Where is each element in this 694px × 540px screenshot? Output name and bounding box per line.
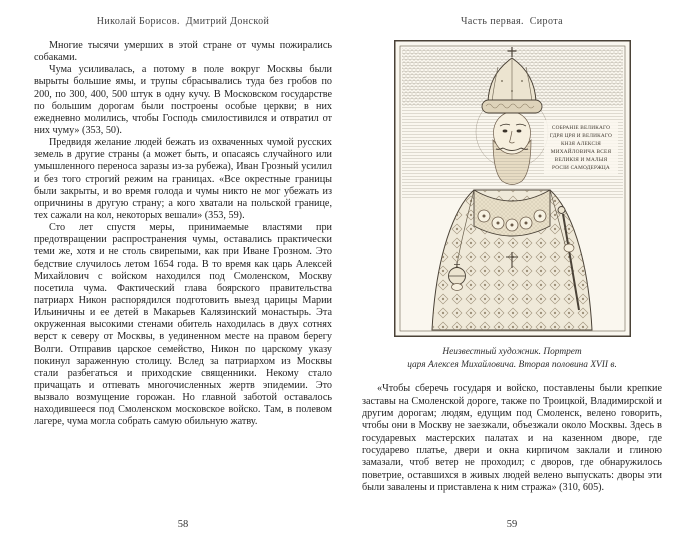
paragraph-right-1: «Чтобы сберечь государя и войско, поставлены были крепкие заставы на Смоленской дороге, также по Троицкой, Владимирской и другим дорогам; людям, едущим под Смоленск, велено говорить, чтобы они в Москву не заезжали, объезжали около Москвы. Здесь в государевых мастерских палатах и на казенном дворе, где государево платье, двери и окна кирпичом заклали и глиною замазали, чтоб ветер не проходил; с дворов, где обнаружилось поветрие, оставшихся в живых людей велено выпускать: дворы эти были завалены и приставлена к ним стража» (310, 605). <box>362 383 662 494</box>
portrait-figure <box>394 40 631 372</box>
left-body-text <box>34 40 332 429</box>
right-running-head: Часть первая. Сирота <box>461 16 563 27</box>
right-page-content <box>362 38 662 494</box>
inscription-line: РОСІИ САМОДЕРЖЦА <box>551 165 610 171</box>
inscription-line: ВЕЛИКІЯ И МАЛЫЯ <box>554 157 607 163</box>
inscription-line: ГДРЯ ЦРЯ И ВЕЛИКАГО <box>549 133 612 139</box>
inscription-line: СОБРАНІЕ ВЕЛИКАГО <box>551 125 610 131</box>
left-page <box>34 0 332 540</box>
portrait-caption-line2: царя Алексея Михайловича. Вторая половина XVII в. <box>407 360 617 371</box>
portrait-inscription <box>544 120 618 174</box>
inscription-line: КНЗЯ АЛЕКСІЯ <box>560 141 601 147</box>
paragraph-left-4: Сто лет спустя меры, принимаемые властями при предотвращении распространения чумы, оставались практически теми же, хотя и не столь свирепыми, как при Иване Грозном. Это бедствие случилось летом 1654 года. В то время как царь Алексей Михайлович с войском находился под Смоленском, Москву посетила чума. Фактический глава боярского правительства патриарх Никон распорядился подготовить выезд царицы Марии Ильиничны и ее детей в Макарьев Калязинский монастырь. Эта окруженная высокими стенами обитель находилась в двух сотнях верст к северу от Москвы, в уединенном месте на правом берегу Волги. Отправив царское семейство, Никон по царскому указу покинул зараженную столицу. Вслед за патриархом из Москвы стали разбегаться и приходские священники. Некому стало причащать и отпевать многочисленных жертв эпидемии. Это вызвало возмущение горожан. Но главной заботой оставалось находившееся под Смоленском московское войско. Там, в полевом лагере, чума могла собрать самую обильную жатву. <box>34 222 332 428</box>
paragraph-left-1: Многие тысячи умерших в этой стране от чумы пожирались собаками. <box>34 40 332 64</box>
left-page-number: 58 <box>177 519 189 530</box>
right-page <box>362 0 662 540</box>
paragraph-left-2: Чума усиливалась, а потому в поле вокруг Москвы были вырыты большие ямы, и трупы сбрасывались туда без гробов по 200, по 300, 400, 500 штук в одну кучу. В Московском государстве по большим дорогам были построены особые церкви; в них ежедневно молились, чтобы Господь смилостивился и отвратил от них чуму» (353, 50). <box>34 64 332 136</box>
tsar-portrait-image <box>394 40 631 337</box>
portrait-caption-line1: Неизвестный художник. Портрет <box>442 347 582 357</box>
left-running-head: Николай Борисов. Дмитрий Донской <box>96 16 270 27</box>
right-page-number: 59 <box>506 519 518 530</box>
tsar-face <box>493 112 531 185</box>
paragraph-left-3: Предвидя желание людей бежать из охваченных чумой русских земель в другие страны (а может быть, и опасаясь случайного или умышленного переноса заразы из-за рубежа), Иван Грозный усилил и без того строгий режим на границах. «Все окрестные границы были закрыты, и во время голода и чумы никто не мог убежать из опричнины в другую страну; а кого хватали на польской границе, тех сажали на кол, некоторых вешали» (353, 59). <box>34 137 332 221</box>
right-body-text <box>362 383 662 494</box>
inscription-line: МИХАЙЛОВИЧА ВСЕЯ <box>550 149 611 155</box>
portrait-caption <box>394 346 631 372</box>
